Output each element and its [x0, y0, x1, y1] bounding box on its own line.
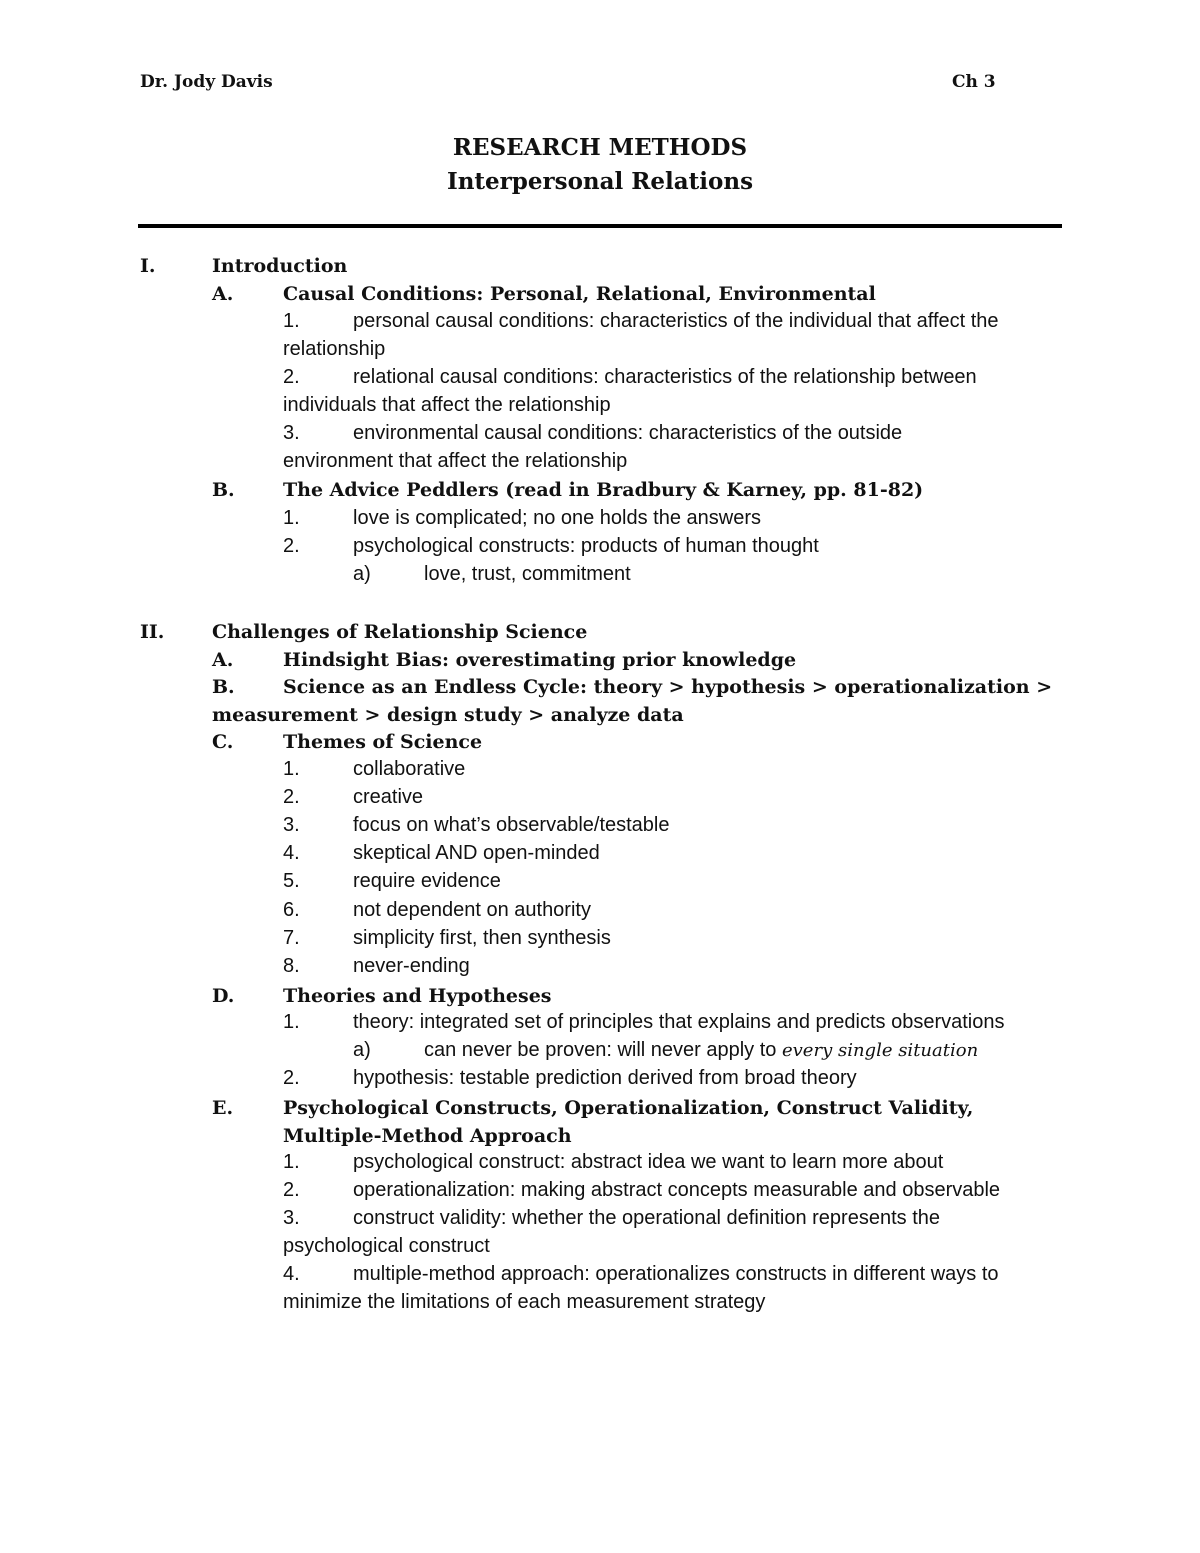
list-item-marker: 5.	[283, 870, 300, 892]
list-item-text: never-ending	[353, 955, 470, 977]
section-2b-heading: Science as an Endless Cycle: theory > hypothesis > operationalization >	[283, 676, 1053, 698]
list-item-marker: 7.	[283, 927, 300, 949]
header-chapter: Ch 3	[952, 72, 996, 92]
section-2-marker: II.	[140, 621, 165, 643]
list-item-text-continued: minimize the limitations of each measurement strategy	[283, 1291, 766, 1313]
list-item-text: personal causal conditions: characteristics of the individual that affect the	[353, 310, 999, 332]
section-1-heading: Introduction	[212, 255, 348, 277]
section-2c-heading: Themes of Science	[283, 731, 483, 753]
sub-list-item-marker: a)	[353, 563, 371, 585]
section-2b-marker: B.	[212, 676, 235, 698]
list-item-marker: 3.	[283, 814, 300, 836]
list-item-marker: 2.	[283, 366, 300, 388]
section-2-heading: Challenges of Relationship Science	[212, 621, 588, 643]
list-item-text: relational causal conditions: characteristics of the relationship between	[353, 366, 977, 388]
list-item-text: multiple-method approach: operationalizes constructs in different ways to	[353, 1263, 999, 1285]
list-item-text: love is complicated; no one holds the answers	[353, 507, 762, 529]
list-item-text: skeptical AND open-minded	[353, 842, 600, 864]
list-item-marker: 1.	[283, 758, 300, 780]
section-2d-heading: Theories and Hypotheses	[283, 985, 552, 1007]
list-item-text-continued: environment that affect the relationship	[283, 450, 628, 472]
list-item-text: operationalization: making abstract concepts measurable and observable	[353, 1179, 1001, 1201]
document-subtitle: Interpersonal Relations	[446, 168, 754, 195]
section-2d-marker: D.	[212, 985, 235, 1007]
list-item-text: require evidence	[353, 870, 501, 892]
list-item-text: collaborative	[353, 758, 466, 780]
section-1b-marker: B.	[212, 479, 235, 501]
section-2a-heading: Hindsight Bias: overestimating prior knowledge	[283, 649, 797, 671]
section-2e-heading-continued: Multiple-Method Approach	[283, 1125, 572, 1147]
list-item-text: theory: integrated set of principles that explains and predicts observations	[353, 1011, 1005, 1033]
sub-list-item-marker: a)	[353, 1039, 371, 1061]
list-item-text: creative	[353, 786, 424, 808]
sub-list-item-text	[424, 1036, 978, 1065]
list-item-marker: 4.	[283, 842, 300, 864]
list-item-text-continued: psychological construct	[283, 1235, 490, 1257]
sub-list-item-text: love, trust, commitment	[424, 563, 631, 585]
title-divider	[138, 224, 1062, 228]
list-item-marker: 1.	[283, 1011, 300, 1033]
list-item-marker: 3.	[283, 422, 300, 444]
section-2b-heading-continued: measurement > design study > analyze data	[212, 704, 684, 726]
emphasized-phrase: every single situation	[781, 1040, 979, 1061]
list-item-marker: 3.	[283, 1207, 300, 1229]
list-item-text: focus on what’s observable/testable	[353, 814, 670, 836]
section-1a-marker: A.	[212, 283, 234, 305]
list-item-text-continued: relationship	[283, 338, 386, 360]
list-item-marker: 6.	[283, 899, 300, 921]
list-item-marker: 1.	[283, 507, 300, 529]
list-item-text: not dependent on authority	[353, 899, 591, 921]
list-item-marker: 4.	[283, 1263, 300, 1285]
section-2e-heading: Psychological Constructs, Operationalization, Construct Validity,	[283, 1097, 974, 1119]
list-item-text: environmental causal conditions: characteristics of the outside	[353, 422, 903, 444]
list-item-text: psychological constructs: products of human thought	[353, 535, 819, 557]
list-item-text: simplicity first, then synthesis	[353, 927, 611, 949]
list-item-marker: 2.	[283, 786, 300, 808]
section-2c-marker: C.	[212, 731, 234, 753]
section-1b-heading: The Advice Peddlers (read in Bradbury & Karney, pp. 81-82)	[283, 479, 924, 501]
document-title: RESEARCH METHODS	[452, 134, 748, 161]
list-item-marker: 1.	[283, 310, 300, 332]
list-item-text: construct validity: whether the operational definition represents the	[353, 1207, 941, 1229]
list-item-marker: 8.	[283, 955, 300, 977]
sub-list-item-text-plain: can never be proven: will never apply to	[424, 1039, 782, 1061]
header-author: Dr. Jody Davis	[140, 72, 273, 92]
section-1-marker: I.	[140, 255, 156, 277]
list-item-text: hypothesis: testable prediction derived from broad theory	[353, 1067, 857, 1089]
list-item-marker: 2.	[283, 1179, 300, 1201]
section-2e-marker: E.	[212, 1097, 234, 1119]
section-2a-marker: A.	[212, 649, 234, 671]
list-item-text: psychological construct: abstract idea we want to learn more about	[353, 1151, 944, 1173]
list-item-marker: 1.	[283, 1151, 300, 1173]
list-item-marker: 2.	[283, 535, 300, 557]
section-1a-heading: Causal Conditions: Personal, Relational, Environmental	[283, 283, 876, 305]
list-item-text-continued: individuals that affect the relationship	[283, 394, 611, 416]
list-item-marker: 2.	[283, 1067, 300, 1089]
